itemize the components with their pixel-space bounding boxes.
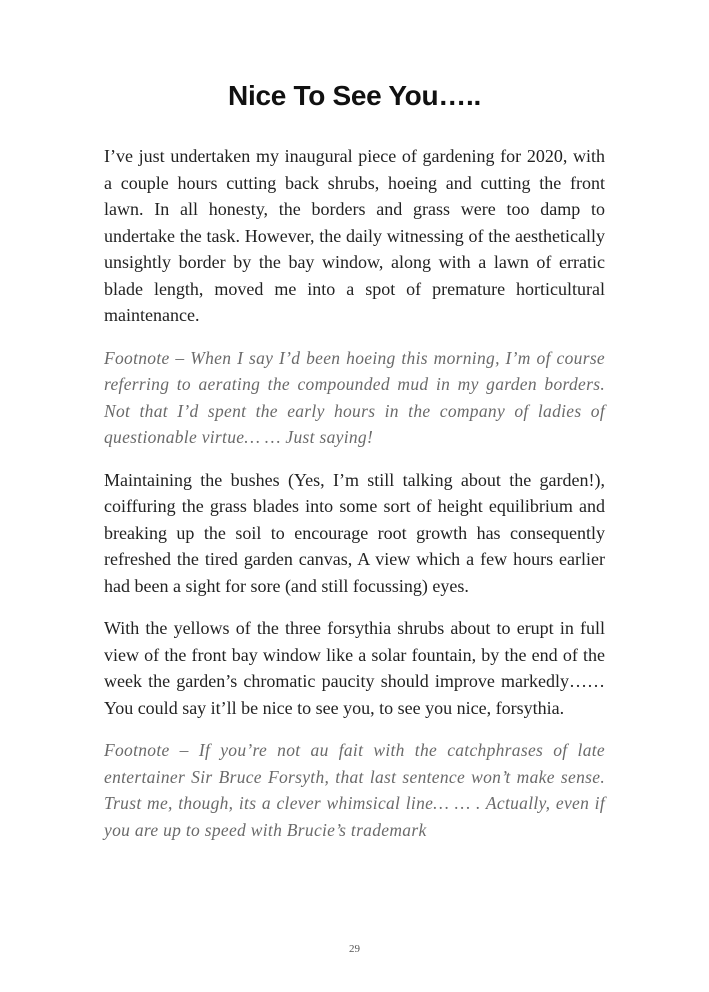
footnote: Footnote – When I say I’d been hoeing this morning, I’m of course referring to aerating the compounded mud in my garden borders. Not that I’d spent the early hours in the company of ladies of questionable virtue… … Just saying! bbox=[104, 347, 605, 447]
paragraph: I’ve just undertaken my inaugural piece of gardening for 2020, with a couple hours cutting back shrubs, hoeing and cutting the front lawn. In all honesty, the borders and grass were too damp to undertake the task. However, the daily witnessing of the aesthetically unsightly border by the bay window, along with a lawn of erratic blade length, moved me into a spot of premature horticultural maintenance. bbox=[104, 146, 605, 325]
body-text bbox=[104, 143, 605, 859]
footnote: Footnote – If you’re not au fait with the catchphrases of late entertainer Sir Bruce Forsyth, that last sentence won’t make sense. Trust me, though, its a clever whimsical line… … . Actually, even if you are up to speed with Brucie’s trademark bbox=[104, 740, 605, 840]
page-number: 29 bbox=[349, 943, 360, 955]
paragraph: With the yellows of the three forsythia shrubs about to erupt in full view of the front bay window like a solar fountain, by the end of the week the garden’s chromatic paucity should improve markedly…… You could say it’ll be nice to see you, to see you nice, forsythia. bbox=[104, 618, 605, 718]
paragraph: Maintaining the bushes (Yes, I’m still talking about the garden!), coiffuring the grass blades into some sort of height equilibrium and breaking up the soil to encourage root growth has consequently refreshed the tired garden canvas, A view which a few hours earlier had been a sight for sore (and still focussing) eyes. bbox=[104, 469, 605, 596]
page-title: Nice To See You….. bbox=[228, 80, 481, 111]
